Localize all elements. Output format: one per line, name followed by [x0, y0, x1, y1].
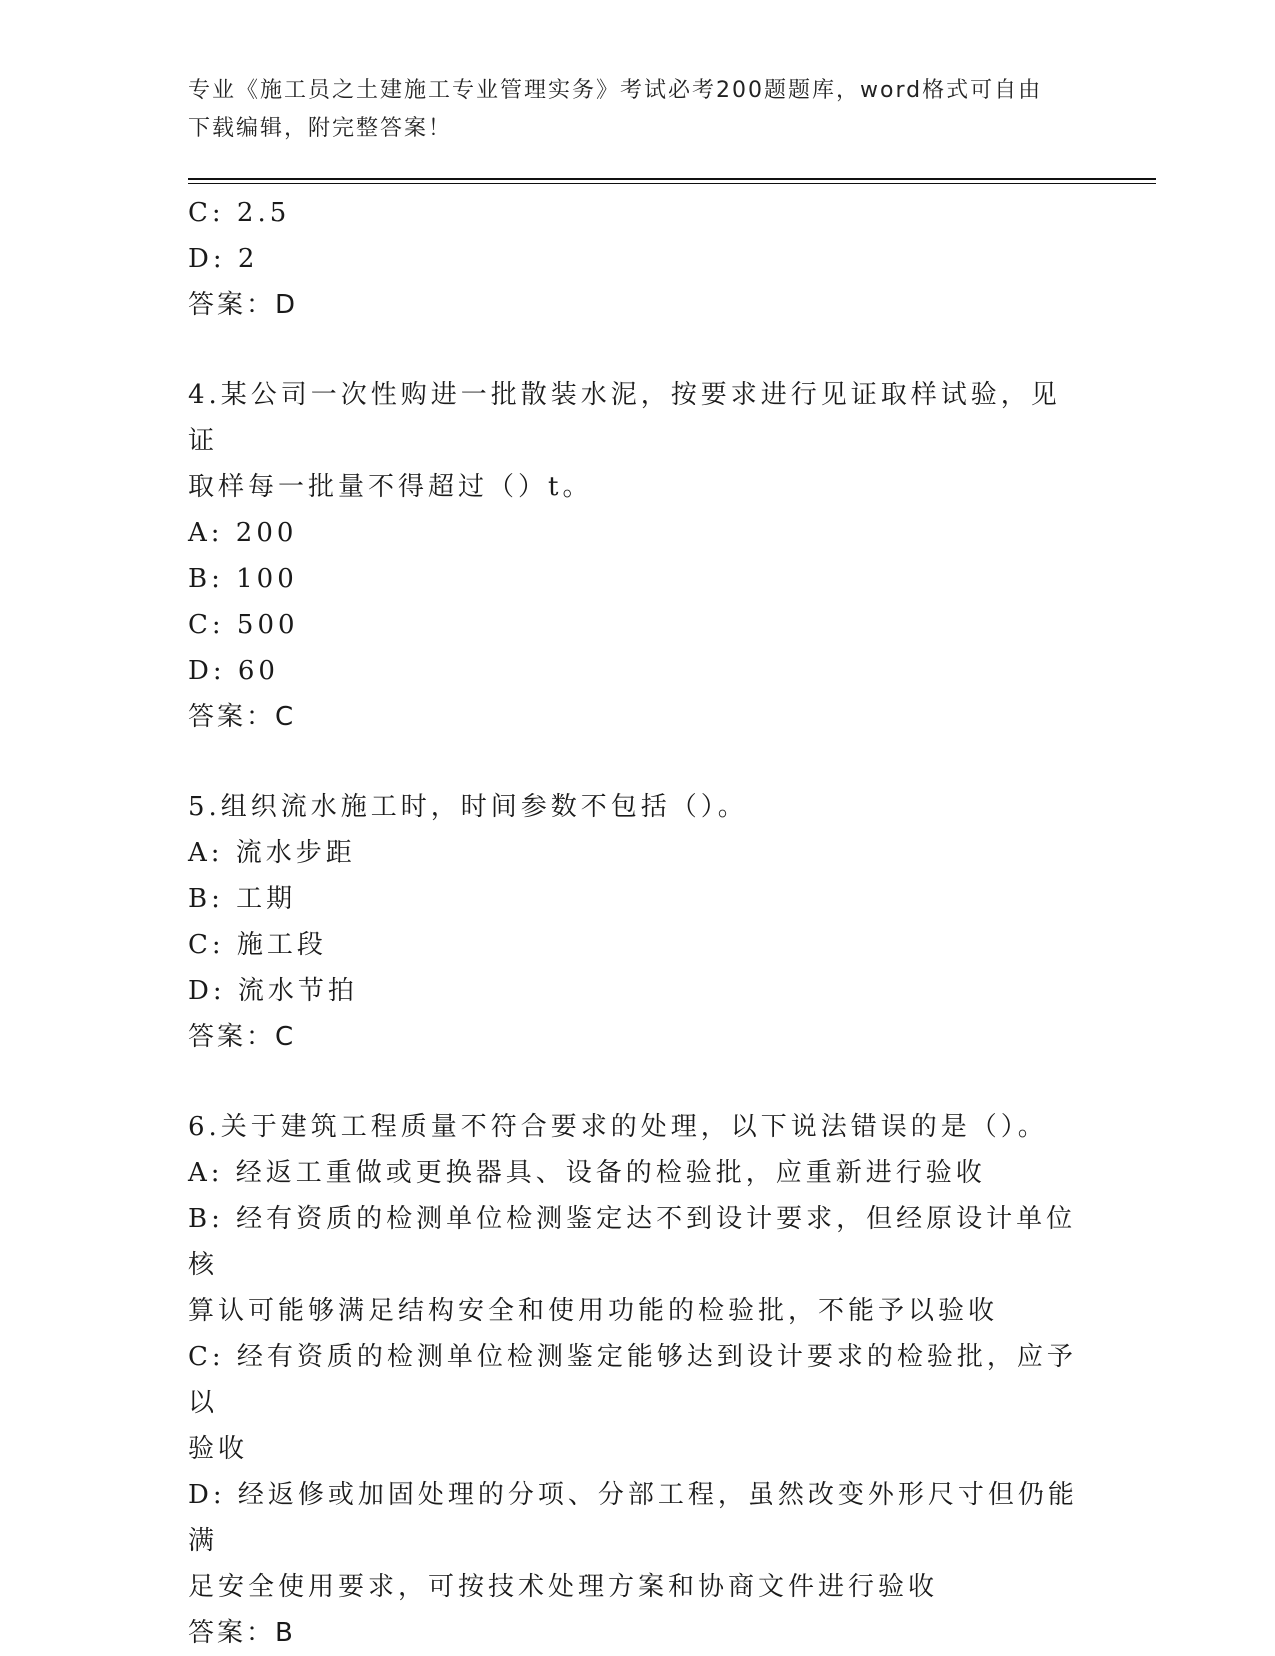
option-d: D: 经返修或加固处理的分项、分部工程，虽然改变外形尺寸但仍能满: [188, 1480, 1078, 1556]
option-a: A: 流水步距: [188, 838, 356, 868]
option-c: C: 2.5: [188, 198, 291, 228]
answer-line: 答案：C: [188, 702, 297, 732]
question-5: [188, 784, 1088, 1060]
option-a: A: 200: [188, 518, 298, 548]
question-stem: 6.关于建筑工程质量不符合要求的处理，以下说法错误的是（）。: [188, 1112, 1048, 1142]
answer-line: 答案：B: [188, 1618, 296, 1648]
option-b: B: 经有资质的检测单位检测鉴定达不到设计要求，但经原设计单位核: [188, 1204, 1077, 1280]
header-rule-thick: [188, 178, 1156, 180]
option-c: C: 500: [188, 610, 299, 640]
option-c: C: 施工段: [188, 930, 327, 960]
option-c: C: 经有资质的检测单位检测鉴定能够达到设计要求的检验批，应予以: [188, 1342, 1077, 1418]
option-d: D: 2: [188, 244, 259, 274]
question-4: [188, 372, 1088, 740]
question-stem-continued: 取样每一批量不得超过（）t。: [188, 472, 593, 502]
header-line-2: 下载编辑，附完整答案！: [188, 116, 453, 141]
spacer: [188, 1060, 1088, 1104]
answer-line: 答案：C: [188, 1022, 297, 1052]
option-d: D: 60: [188, 656, 279, 686]
header-line-1: 专业《施工员之土建施工专业管理实务》考试必考200题题库，word格式可自由: [188, 78, 1043, 103]
option-c-continued: 验收: [188, 1434, 249, 1464]
question-3-tail: [188, 190, 1088, 328]
question-stem: 5.组织流水施工时，时间参数不包括（）。: [188, 792, 748, 822]
option-d-continued: 足安全使用要求，可按技术处理方案和协商文件进行验收: [188, 1572, 939, 1602]
option-d: D: 流水节拍: [188, 976, 358, 1006]
question-stem: 4.某公司一次性购进一批散装水泥，按要求进行见证取样试验，见证: [188, 380, 1061, 456]
option-b-continued: 算认可能够满足结构安全和使用功能的检验批，不能予以验收: [188, 1296, 999, 1326]
question-content: [188, 190, 1088, 1656]
spacer: [188, 740, 1088, 784]
header-rule-thin: [188, 183, 1156, 184]
page-header: [188, 72, 1088, 148]
question-6: [188, 1104, 1088, 1656]
option-b: B: 100: [188, 564, 298, 594]
answer-line: 答案：D: [188, 290, 299, 320]
option-b: B: 工期: [188, 884, 297, 914]
spacer: [188, 328, 1088, 372]
option-a: A: 经返工重做或更换器具、设备的检验批，应重新进行验收: [188, 1158, 986, 1188]
